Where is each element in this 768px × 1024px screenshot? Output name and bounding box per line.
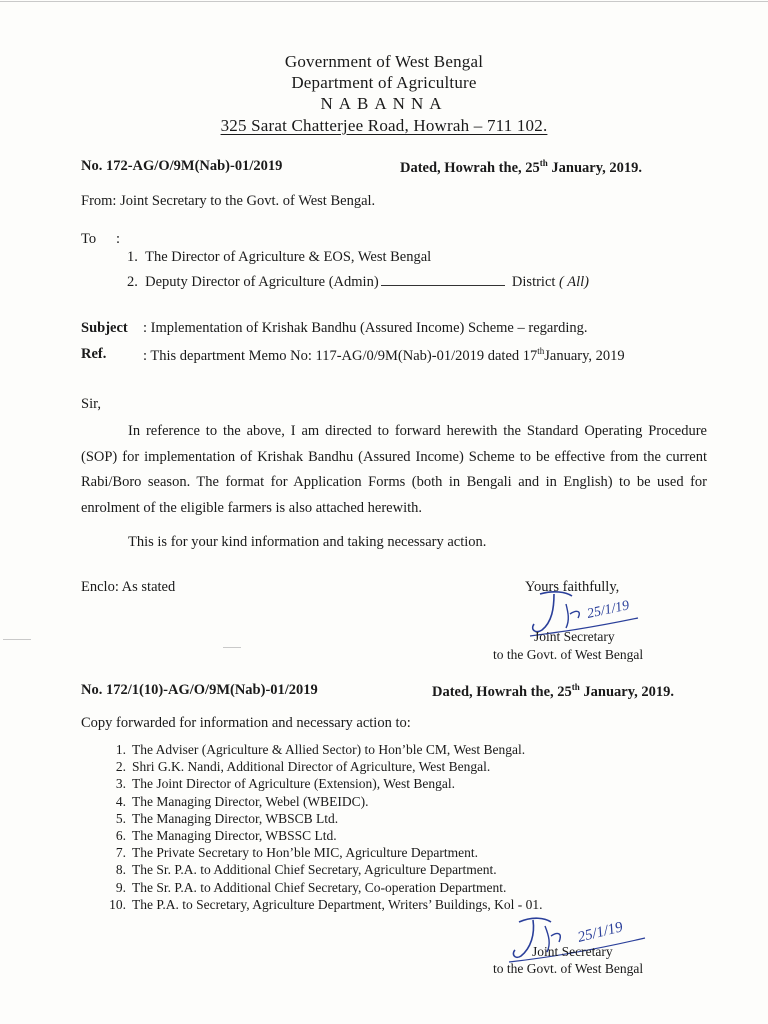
memo2-date-day: 25 — [557, 683, 572, 700]
memo2-date-sup: th — [571, 682, 580, 692]
list-item-text: The Adviser (Agriculture & Allied Sector) to Hon’ble CM, West Bengal. — [132, 742, 526, 757]
list-item — [99, 793, 543, 810]
list-item-text: The Managing Director, WBSSC Ltd. — [132, 828, 337, 844]
list-item — [99, 861, 543, 878]
scan-smudge — [223, 647, 241, 648]
list-item-text: The P.A. to Secretary, Agriculture Department, Writers’ Buildings, Kol - 01. — [132, 896, 543, 912]
list-item-text: The Joint Director of Agriculture (Extension), West Bengal. — [132, 776, 455, 792]
to-item-1-num: 1. — [127, 249, 138, 265]
list-item-num: 2. — [115, 759, 126, 775]
subject-text: : Implementation of Krishak Bandhu (Assured Income) Scheme – regarding. — [143, 320, 588, 336]
body-paragraph-1-text: In reference to the above, I am directed to forward herewith the Standard Operating Procedure (SOP) for implementation of Krishak Bandhu (Assured Income) Scheme to be effective from the current Rabi/Boro season. The format for Application Forms (both in Bengali and in English) to be used for enrolment of the eligible farmers is also attached herewith. — [81, 423, 707, 516]
to-item-2-num: 2. — [127, 274, 138, 290]
closing: Yours faithfully, — [525, 579, 620, 595]
list-item — [99, 896, 543, 913]
salutation: Sir, — [81, 396, 101, 412]
to-item-2-text: Deputy Director of Agriculture (Admin) — [145, 274, 379, 290]
list-item-num: 9. — [115, 879, 126, 895]
from-line: From: Joint Secretary to the Govt. of West Bengal. — [81, 193, 376, 209]
list-item-num: 1. — [115, 742, 126, 757]
list-item-text: The Sr. P.A. to Additional Chief Secretary, Agriculture Department. — [132, 862, 497, 878]
ref-sup: th — [537, 346, 545, 356]
to-item-2-suffix: District — [511, 274, 556, 290]
scan-smudge — [3, 639, 31, 640]
scan-edge-line — [0, 1, 768, 2]
to-label: To — [81, 231, 97, 247]
list-item-num: 10. — [109, 896, 126, 912]
list-item-text: Shri G.K. Nandi, Additional Director of Agriculture, West Bengal. — [132, 759, 491, 775]
list-item — [99, 810, 543, 827]
signature-2-title: Joint Secretary — [532, 944, 613, 959]
memo-date-rest: January, 2019. — [551, 159, 643, 176]
signature-1-date: 25/1/19 — [585, 598, 631, 622]
memo2-date-prefix: Dated, Howrah the, — [432, 683, 554, 700]
to-item-1-text: The Director of Agriculture & EOS, West Bengal — [145, 249, 432, 265]
ref-text-post: January, 2019 — [544, 347, 625, 364]
subject-label: Subject — [81, 320, 128, 336]
list-item — [99, 844, 543, 861]
list-item-num: 5. — [115, 810, 126, 826]
signature-1-org: to the Govt. of West Bengal — [493, 647, 644, 662]
memo-date — [400, 158, 642, 177]
signature-1-title: Joint Secretary — [534, 629, 615, 644]
header-address-text: 325 Sarat Chatterjee Road, Howrah – 711 102. — [220, 116, 548, 135]
body-paragraph-2: This is for your kind information and taking necessary action. — [128, 534, 487, 550]
header-government: Government of West Bengal — [284, 52, 484, 71]
list-item-text: The Managing Director, Webel (WBEIDC). — [132, 793, 369, 809]
signature-2-date: 25/1/19 — [576, 919, 625, 946]
memo2-date — [432, 682, 674, 701]
ref-label: Ref. — [81, 346, 107, 362]
list-item — [99, 741, 543, 758]
ref-text-pre: : This department Memo No: 117-AG/0/9M(Nab)-01/2019 dated 17 — [143, 347, 538, 364]
list-item-num: 8. — [115, 862, 126, 878]
ref-text — [143, 346, 625, 365]
memo-date-prefix: Dated, Howrah the, — [400, 159, 522, 176]
list-item-num: 7. — [115, 845, 126, 861]
district-blank-line — [381, 273, 505, 286]
memo-date-sup: th — [539, 158, 548, 168]
enclosure: Enclo: As stated — [81, 579, 176, 595]
list-item-text: The Managing Director, WBSCB Ltd. — [132, 810, 339, 826]
to-item-2-suffix-italic: ( All) — [559, 274, 589, 290]
list-item-num: 4. — [115, 793, 126, 809]
list-item — [99, 827, 543, 844]
header-nabanna: NABANNA — [320, 94, 448, 113]
list-item-num: 6. — [115, 828, 126, 844]
header-address — [0, 116, 768, 136]
memo-date-day: 25 — [525, 159, 540, 176]
copy-intro: Copy forwarded for information and necessary action to: — [81, 715, 411, 731]
memo-number: No. 172-AG/O/9M(Nab)-01/2019 — [81, 158, 283, 174]
list-item-text: The Sr. P.A. to Additional Chief Secretary, Co-operation Department. — [132, 879, 507, 895]
to-item-2 — [127, 273, 589, 291]
list-item-num: 3. — [115, 776, 126, 792]
memo2-date-rest: January, 2019. — [583, 683, 675, 700]
list-item-text: The Private Secretary to Hon’ble MIC, Agriculture Department. — [132, 845, 479, 861]
list-item — [99, 758, 543, 775]
signature-2-org: to the Govt. of West Bengal — [493, 961, 644, 976]
list-item — [99, 879, 543, 896]
to-item-1 — [127, 249, 431, 266]
body-paragraph-1 — [81, 419, 707, 521]
list-item — [99, 775, 543, 792]
header-department: Department of Agriculture — [291, 73, 477, 92]
memo2-number: No. 172/1(10)-AG/O/9M(Nab)-01/2019 — [81, 682, 318, 698]
to-colon: : — [116, 231, 121, 247]
copy-list — [99, 741, 543, 913]
